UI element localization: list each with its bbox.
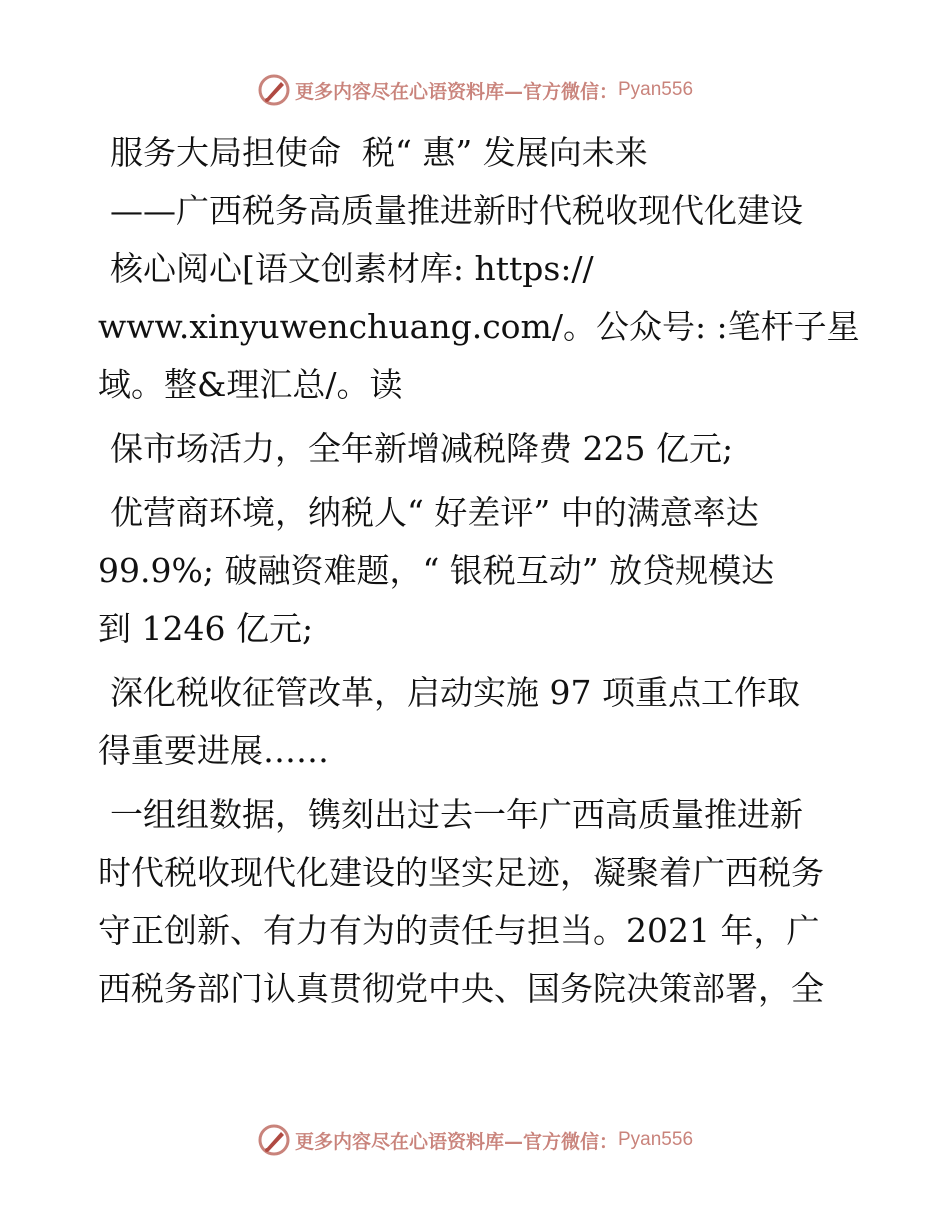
document-subtitle: ——广西税务高质量推进新时代税收现代化建设 — [110, 191, 803, 230]
banner-handle: Pyan556 — [618, 1129, 694, 1150]
footer-banner — [0, 1120, 950, 1160]
header-banner — [0, 70, 950, 110]
paragraph-line: 域。整&理汇总/。读 — [98, 365, 403, 404]
paragraph-line: 一组组数据，镌刻出过去一年广西高质量推进新 — [110, 795, 803, 834]
paragraph-line: 优营商环境，纳税人“ 好差评” 中的满意率达 — [110, 493, 759, 532]
paragraph-line: 时代税收现代化建设的坚实足迹，凝聚着广西税务 — [98, 853, 824, 892]
paragraph-line: www.xinyuwenchuang.com/。公众号: :笔杆子星 — [98, 307, 860, 346]
paragraph-line: 西税务部门认真贯彻党中央、国务院决策部署，全 — [98, 969, 824, 1008]
document-body — [98, 124, 868, 1018]
paragraph-line: 99.9%; 破融资难题，“ 银税互动” 放贷规模达 — [98, 551, 775, 590]
banner-text: 更多内容尽在心语资料库—官方微信： — [294, 80, 618, 103]
paragraph-line: 到 1246 亿元; — [98, 609, 314, 648]
pen-logo-icon — [257, 73, 291, 107]
banner-text: 更多内容尽在心语资料库—官方微信： — [294, 1130, 618, 1153]
paragraph-line: 核心阅心[语文创素材库: https:// — [110, 249, 594, 288]
banner-handle: Pyan556 — [618, 79, 694, 100]
document-title: 服务大局担使命 税“ 惠” 发展向未来 — [110, 133, 648, 172]
paragraph-line: 守正创新、有力有为的责任与担当。2021 年，广 — [98, 911, 820, 950]
paragraph-line: 保市场活力，全年新增减税降费 225 亿元; — [110, 429, 734, 468]
paragraph-line: 深化税收征管改革，启动实施 97 项重点工作取 — [110, 673, 800, 712]
pen-logo-icon — [257, 1123, 291, 1157]
paragraph-line: 得重要进展…… — [98, 731, 329, 770]
